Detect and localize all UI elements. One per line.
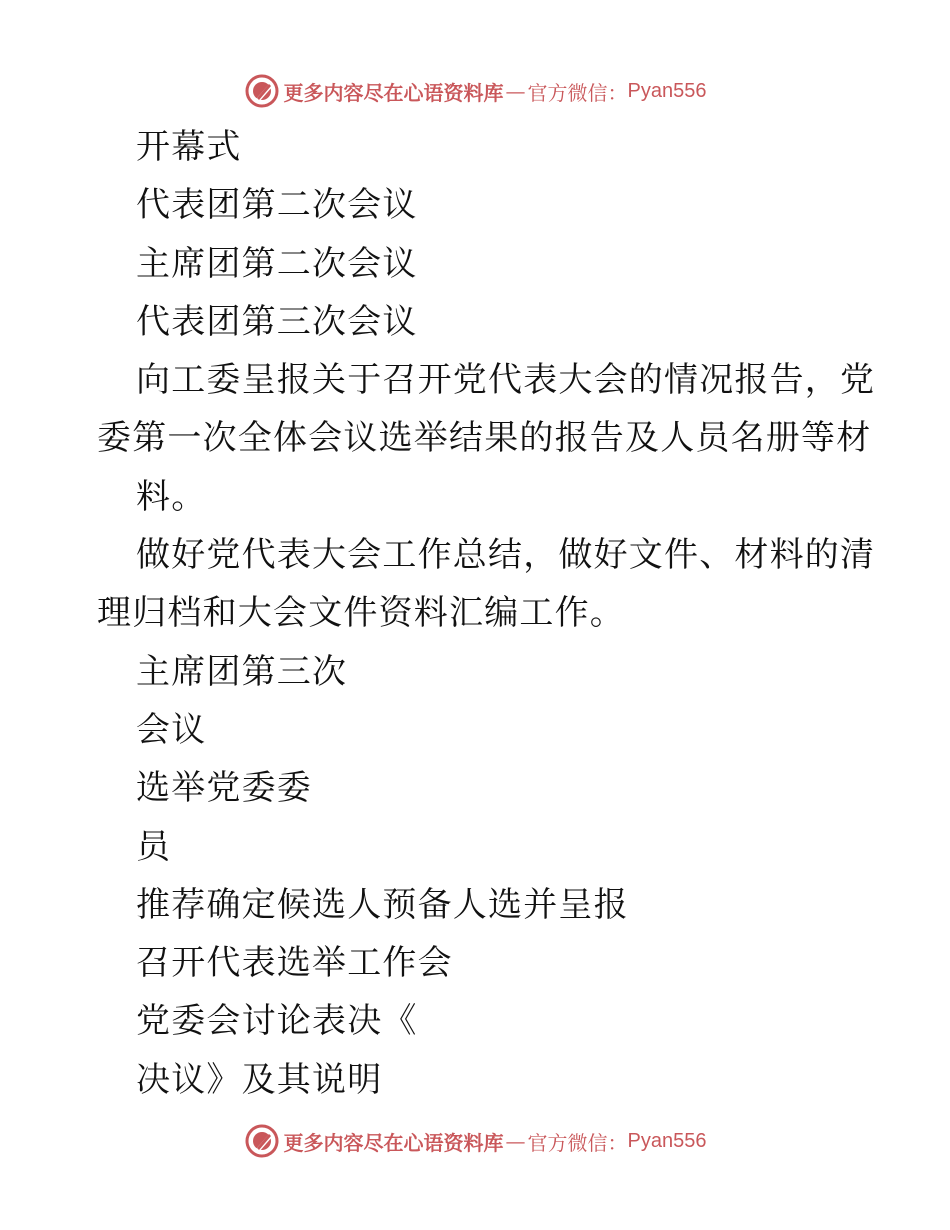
text-line: 选举党委委	[136, 768, 312, 809]
text-line: 主席团第二次会议	[136, 243, 418, 284]
watermark-wechat-label: 官方微信：	[527, 1130, 628, 1155]
text-line: 料。	[136, 476, 207, 517]
pen-logo-icon	[244, 1123, 280, 1159]
text-line: 会议	[136, 709, 207, 750]
watermark-wechat-id: Pyan556	[627, 1129, 707, 1152]
text-line: 委第一次全体会议选举结果的报告及人员名册等材	[97, 418, 872, 459]
watermark-title: 更多内容尽在心语资料库	[283, 1130, 504, 1155]
text-line: 决议》及其说明	[136, 1059, 383, 1100]
text-line: 向工委呈报关于召开党代表大会的情况报告，党	[136, 360, 876, 401]
text-line: 代表团第三次会议	[136, 301, 418, 342]
text-line: 做好党代表大会工作总结，做好文件、材料的清	[136, 535, 876, 576]
pen-logo-icon	[244, 73, 280, 109]
text-line: 员	[136, 826, 172, 867]
watermark-dash: —	[505, 1129, 526, 1153]
text-line: 推荐确定候选人预备人选并呈报	[136, 884, 629, 925]
watermark-title: 更多内容尽在心语资料库	[283, 80, 504, 105]
watermark-header	[0, 71, 950, 111]
watermark-wechat-id: Pyan556	[627, 79, 707, 102]
watermark-wechat-label: 官方微信：	[527, 80, 628, 105]
text-line: 代表团第二次会议	[136, 185, 418, 226]
watermark-footer	[0, 1121, 950, 1161]
text-line: 理归档和大会文件资料汇编工作。	[97, 593, 625, 634]
text-line: 党委会讨论表决《	[136, 1001, 418, 1042]
watermark-dash: —	[505, 79, 526, 103]
text-line: 主席团第三次	[136, 651, 348, 692]
text-line: 召开代表选举工作会	[136, 943, 453, 984]
document-body	[97, 118, 876, 1109]
text-line: 开幕式	[136, 127, 242, 167]
